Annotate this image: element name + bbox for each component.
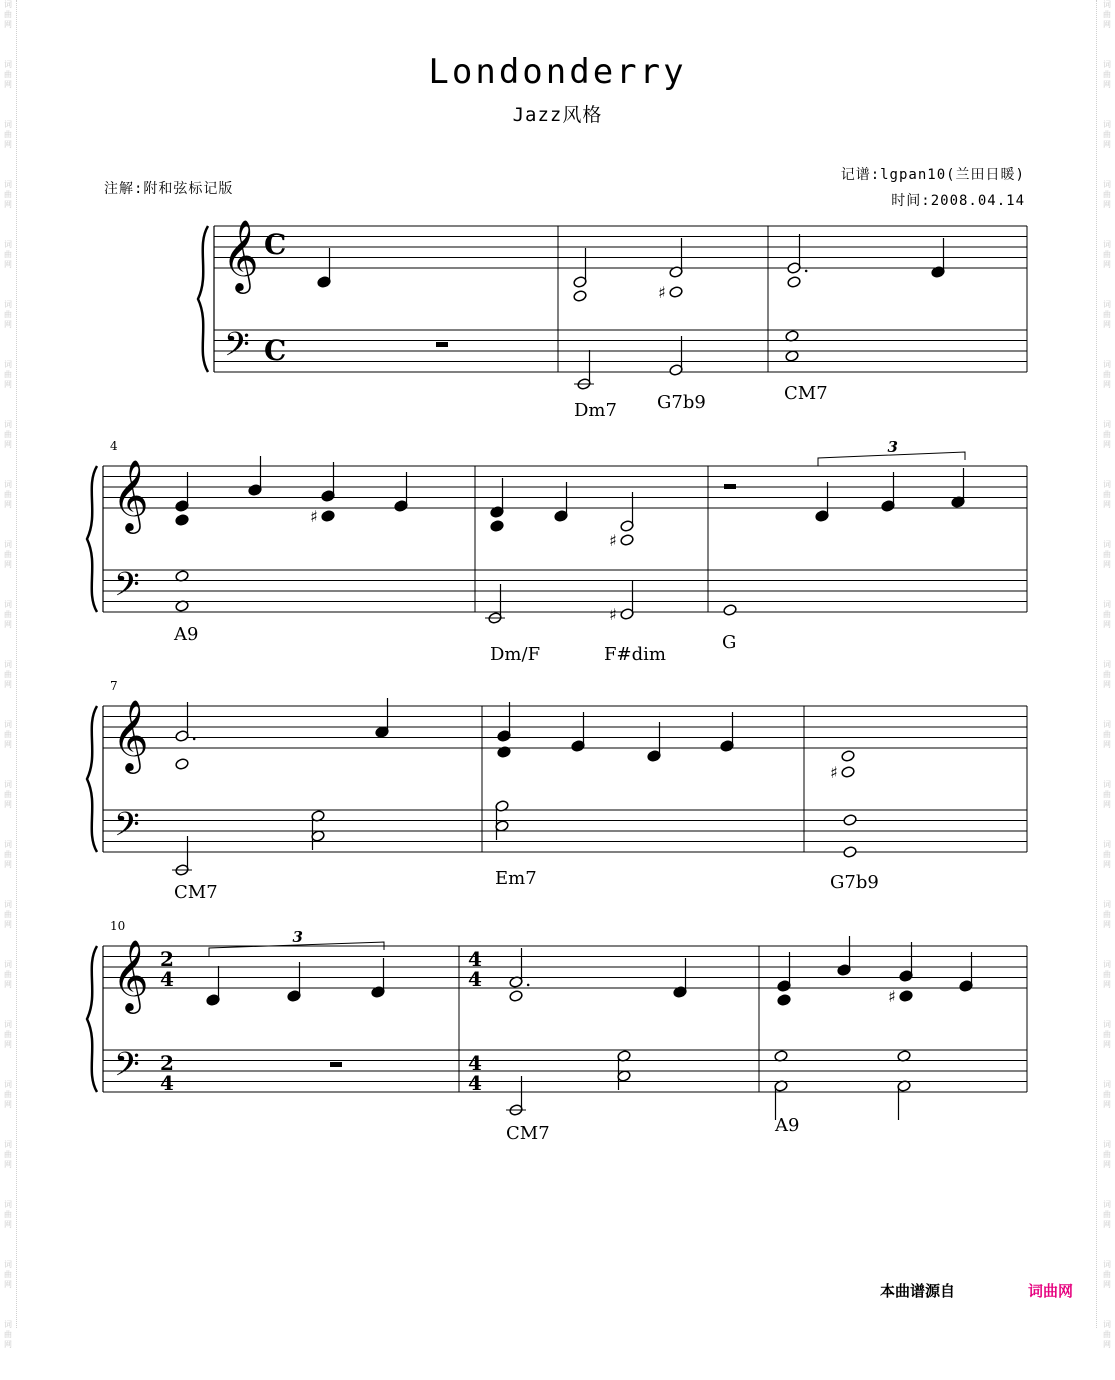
watermark-text: 词 曲 网: [4, 480, 12, 509]
watermark-text: 词 曲 网: [1103, 180, 1111, 209]
watermark-text: 词 曲 网: [1103, 300, 1111, 329]
watermark-text: 词 曲 网: [4, 240, 12, 269]
measure-number: 10: [110, 919, 126, 933]
transcription-date: 时间:2008.04.14: [891, 193, 1025, 209]
chord-symbol: CM7: [174, 882, 218, 903]
watermark-text: 词 曲 网: [4, 1140, 12, 1169]
watermark-text: 词 曲 网: [1103, 1260, 1111, 1289]
watermark-text: 词 曲 网: [4, 600, 12, 629]
edition-note: 注解:附和弦标记版: [104, 181, 234, 197]
note-head: [175, 758, 189, 771]
watermark-text: 词 曲 网: [1103, 840, 1111, 869]
bass-clef: 𝄢: [114, 566, 140, 612]
watermark-text: 词 曲 网: [1103, 0, 1111, 29]
time-signature: 4: [468, 1071, 482, 1095]
time-signature: 2: [160, 1051, 174, 1075]
chord-symbol: A9: [174, 624, 199, 645]
watermark-text: 词 曲 网: [4, 120, 12, 149]
measure-number: 4: [110, 439, 118, 453]
chord-symbol: F#dim: [604, 644, 666, 665]
transcriber-credit: 记谱:lgpan10(兰田日暖): [840, 167, 1025, 183]
time-signature: 2: [160, 947, 174, 971]
sharp-accidental: ♯: [609, 531, 617, 550]
watermark-text: 词 曲 网: [4, 0, 12, 29]
time-signature: 4: [160, 967, 174, 991]
watermark-text: 词 曲 网: [4, 360, 12, 389]
chord-symbol: Dm/F: [490, 644, 541, 665]
source-brand[interactable]: 词曲网: [1028, 1282, 1074, 1300]
chord-symbol: CM7: [784, 383, 828, 404]
bass-clef: 𝄢: [114, 1046, 140, 1092]
note-head: [620, 534, 634, 547]
time-signature: C: [264, 228, 287, 261]
watermark-text: 词 曲 网: [1103, 1020, 1111, 1049]
sharp-accidental: ♯: [310, 507, 318, 526]
note-head: [573, 290, 587, 303]
watermark-text: 词 曲 网: [1103, 1320, 1111, 1349]
watermark-text: 词 曲 网: [4, 180, 12, 209]
watermark-text: 词 曲 网: [1103, 1080, 1111, 1109]
score-subtitle: Jazz风格: [512, 104, 603, 126]
note-head: [175, 514, 189, 527]
watermark-text: 词 曲 网: [4, 60, 12, 89]
chord-symbol: Dm7: [574, 400, 617, 421]
treble-clef: 𝄞: [112, 458, 149, 531]
watermark-text: 词 曲 网: [1103, 720, 1111, 749]
watermark-text: 词 曲 网: [1103, 360, 1111, 389]
time-signature: 4: [160, 1071, 174, 1095]
watermark-text: 词 曲 网: [1103, 600, 1111, 629]
watermark-text: 词 曲 网: [4, 840, 12, 869]
watermark-text: 词 曲 网: [4, 660, 12, 689]
note-head: [841, 766, 855, 779]
treble-clef: 𝄞: [112, 698, 149, 771]
watermark-text: 词 曲 网: [4, 720, 12, 749]
time-signature: 4: [468, 947, 482, 971]
watermark-text: 词 曲 网: [4, 1080, 12, 1109]
system-brace: [87, 706, 97, 852]
note-head: [899, 990, 913, 1003]
treble-clef: 𝄞: [222, 218, 259, 291]
source-label: 本曲谱源自: [880, 1282, 956, 1300]
system-brace: [198, 226, 208, 372]
watermark-text: 词 曲 网: [1103, 900, 1111, 929]
watermark-text: 词 曲 网: [1103, 240, 1111, 269]
watermark-text: 词 曲 网: [1103, 660, 1111, 689]
dot: .: [803, 253, 810, 277]
half-rest: [330, 1062, 342, 1067]
system-brace: [87, 946, 97, 1092]
watermark-text: 词 曲 网: [4, 1200, 12, 1229]
watermark-text: 词 曲 网: [4, 300, 12, 329]
sharp-accidental: ♯: [609, 605, 617, 624]
sharp-accidental: ♯: [658, 283, 666, 302]
watermark-text: 词 曲 网: [1103, 420, 1111, 449]
note-head: [490, 520, 504, 533]
watermark-text: 词 曲 网: [4, 1260, 12, 1289]
watermark-text: 词 曲 网: [4, 540, 12, 569]
note-head: [787, 276, 801, 289]
chord-symbol: G7b9: [830, 872, 879, 893]
note-head: [785, 350, 799, 363]
sharp-accidental: ♯: [888, 987, 896, 1006]
watermark-text: 词 曲 网: [4, 900, 12, 929]
time-signature: 4: [468, 967, 482, 991]
watermark-text: 词 曲 网: [1103, 540, 1111, 569]
time-signature: 4: [468, 1051, 482, 1075]
watermark-text: 词 曲 网: [4, 1020, 12, 1049]
watermark-text: 词 曲 网: [1103, 120, 1111, 149]
chord-symbol: G7b9: [657, 392, 706, 413]
watermark-text: 词 曲 网: [1103, 1140, 1111, 1169]
half-rest: [724, 484, 736, 489]
treble-clef: 𝄞: [112, 938, 149, 1011]
watermark-text: 词 曲 网: [1103, 480, 1111, 509]
measure-number: 7: [110, 679, 118, 693]
watermark-text: 词 曲 网: [1103, 1200, 1111, 1229]
watermark-text: 词 曲 网: [4, 960, 12, 989]
note-head: [843, 846, 857, 859]
triplet-number: 3: [887, 438, 898, 456]
note-head: [509, 990, 523, 1003]
bass-clef: 𝄢: [114, 806, 140, 852]
watermark-text: 词 曲 网: [4, 780, 12, 809]
dot: .: [525, 967, 532, 991]
score-title: Londonderry: [428, 52, 687, 92]
dot: .: [191, 721, 198, 745]
watermark-text: 词 曲 网: [4, 420, 12, 449]
bass-clef: 𝄢: [224, 326, 250, 372]
note-head: [843, 814, 857, 827]
watermark-text: 词 曲 网: [1103, 960, 1111, 989]
sharp-accidental: ♯: [830, 763, 838, 782]
note-head: [321, 510, 335, 523]
half-rest: [436, 342, 448, 347]
chord-symbol: Em7: [495, 868, 537, 889]
chord-symbol: G: [722, 632, 737, 653]
note-head: [723, 604, 737, 617]
watermark-text: 词 曲 网: [4, 1320, 12, 1349]
watermark-text: 词 曲 网: [1103, 780, 1111, 809]
time-signature: C: [264, 334, 287, 367]
note-head: [777, 994, 791, 1007]
chord-symbol: A9: [775, 1115, 800, 1136]
note-head: [841, 750, 855, 763]
watermark-text: 词 曲 网: [1103, 60, 1111, 89]
note-head: [669, 286, 683, 299]
triplet-number: 3: [292, 928, 303, 946]
chord-symbol: CM7: [506, 1123, 550, 1144]
system-brace: [87, 466, 97, 612]
